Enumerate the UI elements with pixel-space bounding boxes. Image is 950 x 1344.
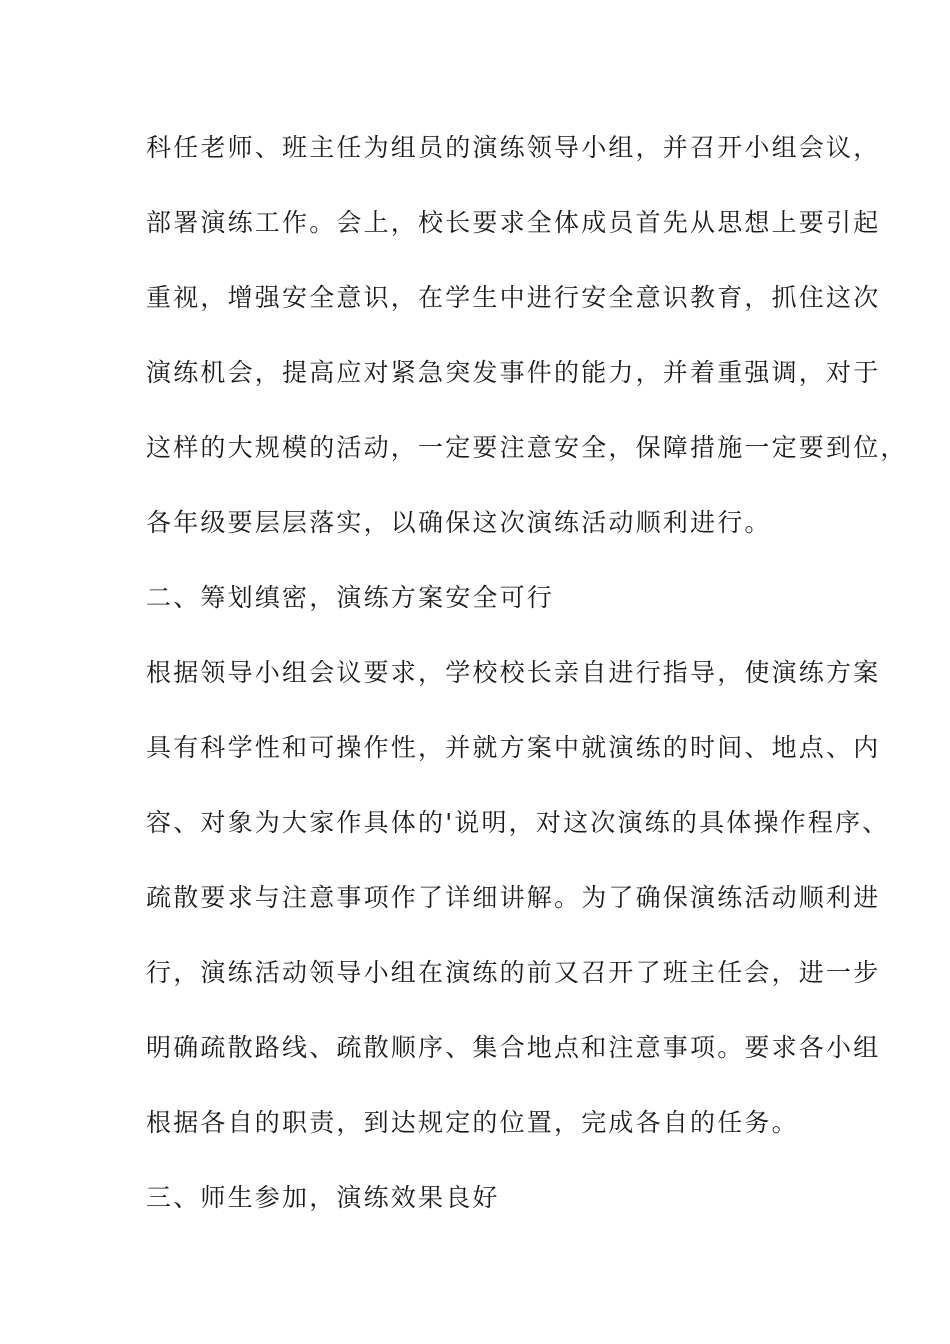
paragraph-line: 容、对象为大家作具体的'说明，对这次演练的具体操作程序、 bbox=[146, 808, 890, 837]
paragraph-line: 这样的大规模的活动，一定要注意安全，保障措施一定要到位， bbox=[146, 433, 908, 462]
paragraph-line: 明确疏散路线、疏散顺序、集合地点和注意事项。要求各小组 bbox=[146, 1033, 881, 1062]
paragraph-line: 科任老师、班主任为组员的演练领导小组，并召开小组会议， bbox=[146, 133, 881, 162]
paragraph-line: 重视，增强安全意识，在学生中进行安全意识教育，抓住这次 bbox=[146, 283, 881, 312]
paragraph-line: 根据各自的职责，到达规定的位置，完成各自的任务。 bbox=[146, 1108, 799, 1137]
section-heading: 三、师生参加，演练效果良好 bbox=[146, 1183, 500, 1212]
paragraph-line: 根据领导小组会议要求，学校校长亲自进行指导，使演练方案 bbox=[146, 658, 881, 687]
paragraph-line: 部署演练工作。会上，校长要求全体成员首先从思想上要引起 bbox=[146, 208, 881, 237]
paragraph-line: 疏散要求与注意事项作了详细讲解。为了确保演练活动顺利进 bbox=[146, 883, 881, 912]
paragraph-line: 各年级要层层落实，以确保这次演练活动顺利进行。 bbox=[146, 508, 772, 537]
section-heading: 二、筹划缜密，演练方案安全可行 bbox=[146, 583, 555, 612]
paragraph-line: 行，演练活动领导小组在演练的前又召开了班主任会，进一步 bbox=[146, 958, 881, 987]
paragraph-line: 演练机会，提高应对紧急突发事件的能力，并着重强调，对于 bbox=[146, 358, 881, 387]
paragraph-line: 具有科学性和可操作性，并就方案中就演练的时间、地点、内 bbox=[146, 733, 881, 762]
